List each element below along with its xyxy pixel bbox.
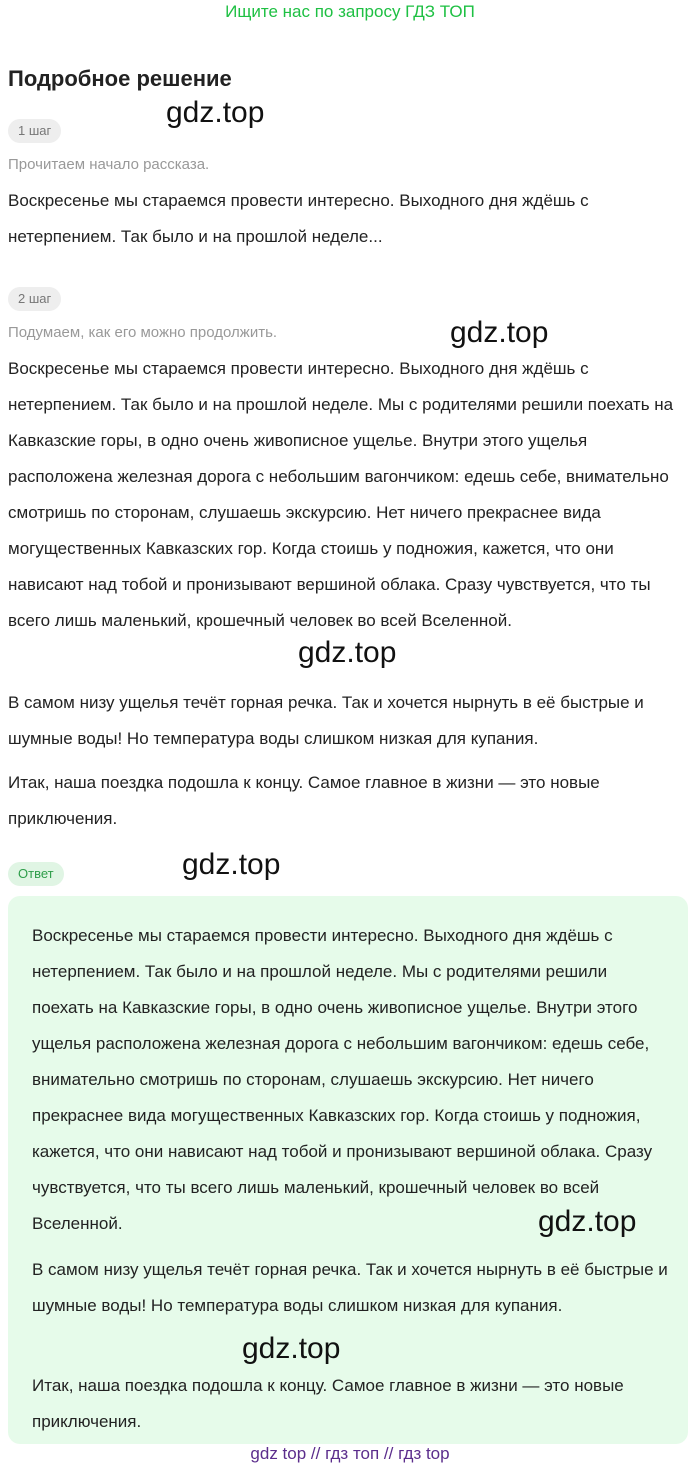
watermark: gdz.top bbox=[166, 96, 265, 129]
step-2-badge: 2 шаг bbox=[8, 287, 61, 311]
watermark: gdz.top bbox=[298, 636, 397, 669]
footer-links[interactable]: gdz top // гдз топ // гдз top bbox=[250, 1444, 450, 1463]
step-2-paragraph-2: В самом низу ущелья течёт горная речка. Так и хочется нырнуть в её быстрые и шумные воды! Но температура воды слишком низкая для купания. bbox=[8, 693, 644, 748]
answer-paragraph-1: Воскресенье мы стараемся провести интересно. Выходного дня ждёшь с нетерпением. Так было и на прошлой неделе. Мы с родителями решили поехать на Кавказские горы, в одно очень живописное ущелье. Внутри этого ущелья расположена железная дорога с небольшим вагончиком: едешь себе, внимательно смотришь по сторонам, слушаешь экскурсию. Нет ничего прекраснее вида могущественных Кавказских гор. Когда стоишь у подножия, кажется, что они нависают над тобой и пронизывают вершиной облака. Сразу чувствуется, что ты всего лишь маленький, крошечный человек во всей Вселенной. bbox=[32, 926, 653, 1233]
answer-badge: Ответ bbox=[8, 862, 64, 886]
step-1-hint: Прочитаем начало рассказа. bbox=[8, 156, 210, 173]
answer-box bbox=[8, 896, 688, 1444]
watermark: gdz.top bbox=[182, 848, 281, 881]
answer-paragraph-2: В самом низу ущелья течёт горная речка. Так и хочется нырнуть в её быстрые и шумные воды! Но температура воды слишком низкая для купания. bbox=[32, 1260, 668, 1315]
watermark: gdz.top bbox=[538, 1205, 637, 1238]
watermark: gdz.top bbox=[450, 316, 549, 349]
top-banner[interactable]: Ищите нас по запросу ГДЗ ТОП bbox=[225, 2, 475, 21]
page-title: Подробное решение bbox=[8, 66, 232, 91]
watermark: gdz.top bbox=[242, 1332, 341, 1365]
step-2-paragraph-1: Воскресенье мы стараемся провести интересно. Выходного дня ждёшь с нетерпением. Так было и на прошлой неделе. Мы с родителями решили поехать на Кавказские горы, в одно очень живописное ущелье. Внутри этого ущелья расположена железная дорога с небольшим вагончиком: едешь себе, внимательно смотришь по сторонам, слушаешь экскурсию. Нет ничего прекраснее вида могущественных Кавказских гор. Когда стоишь у подножия, кажется, что они нависают над тобой и пронизывают вершиной облака. Сразу чувствуется, что ты всего лишь маленький, крошечный человек во всей Вселенной. bbox=[8, 359, 674, 630]
step-2-paragraph-3: Итак, наша поездка подошла к концу. Самое главное в жизни — это новые приключения. bbox=[8, 773, 600, 828]
step-2-hint: Подумаем, как его можно продолжить. bbox=[8, 324, 278, 341]
answer-paragraph-3: Итак, наша поездка подошла к концу. Самое главное в жизни — это новые приключения. bbox=[32, 1376, 624, 1431]
step-1-text: Воскресенье мы стараемся провести интересно. Выходного дня ждёшь с нетерпением. Так было и на прошлой неделе... bbox=[8, 191, 589, 246]
step-1-badge: 1 шаг bbox=[8, 119, 61, 143]
